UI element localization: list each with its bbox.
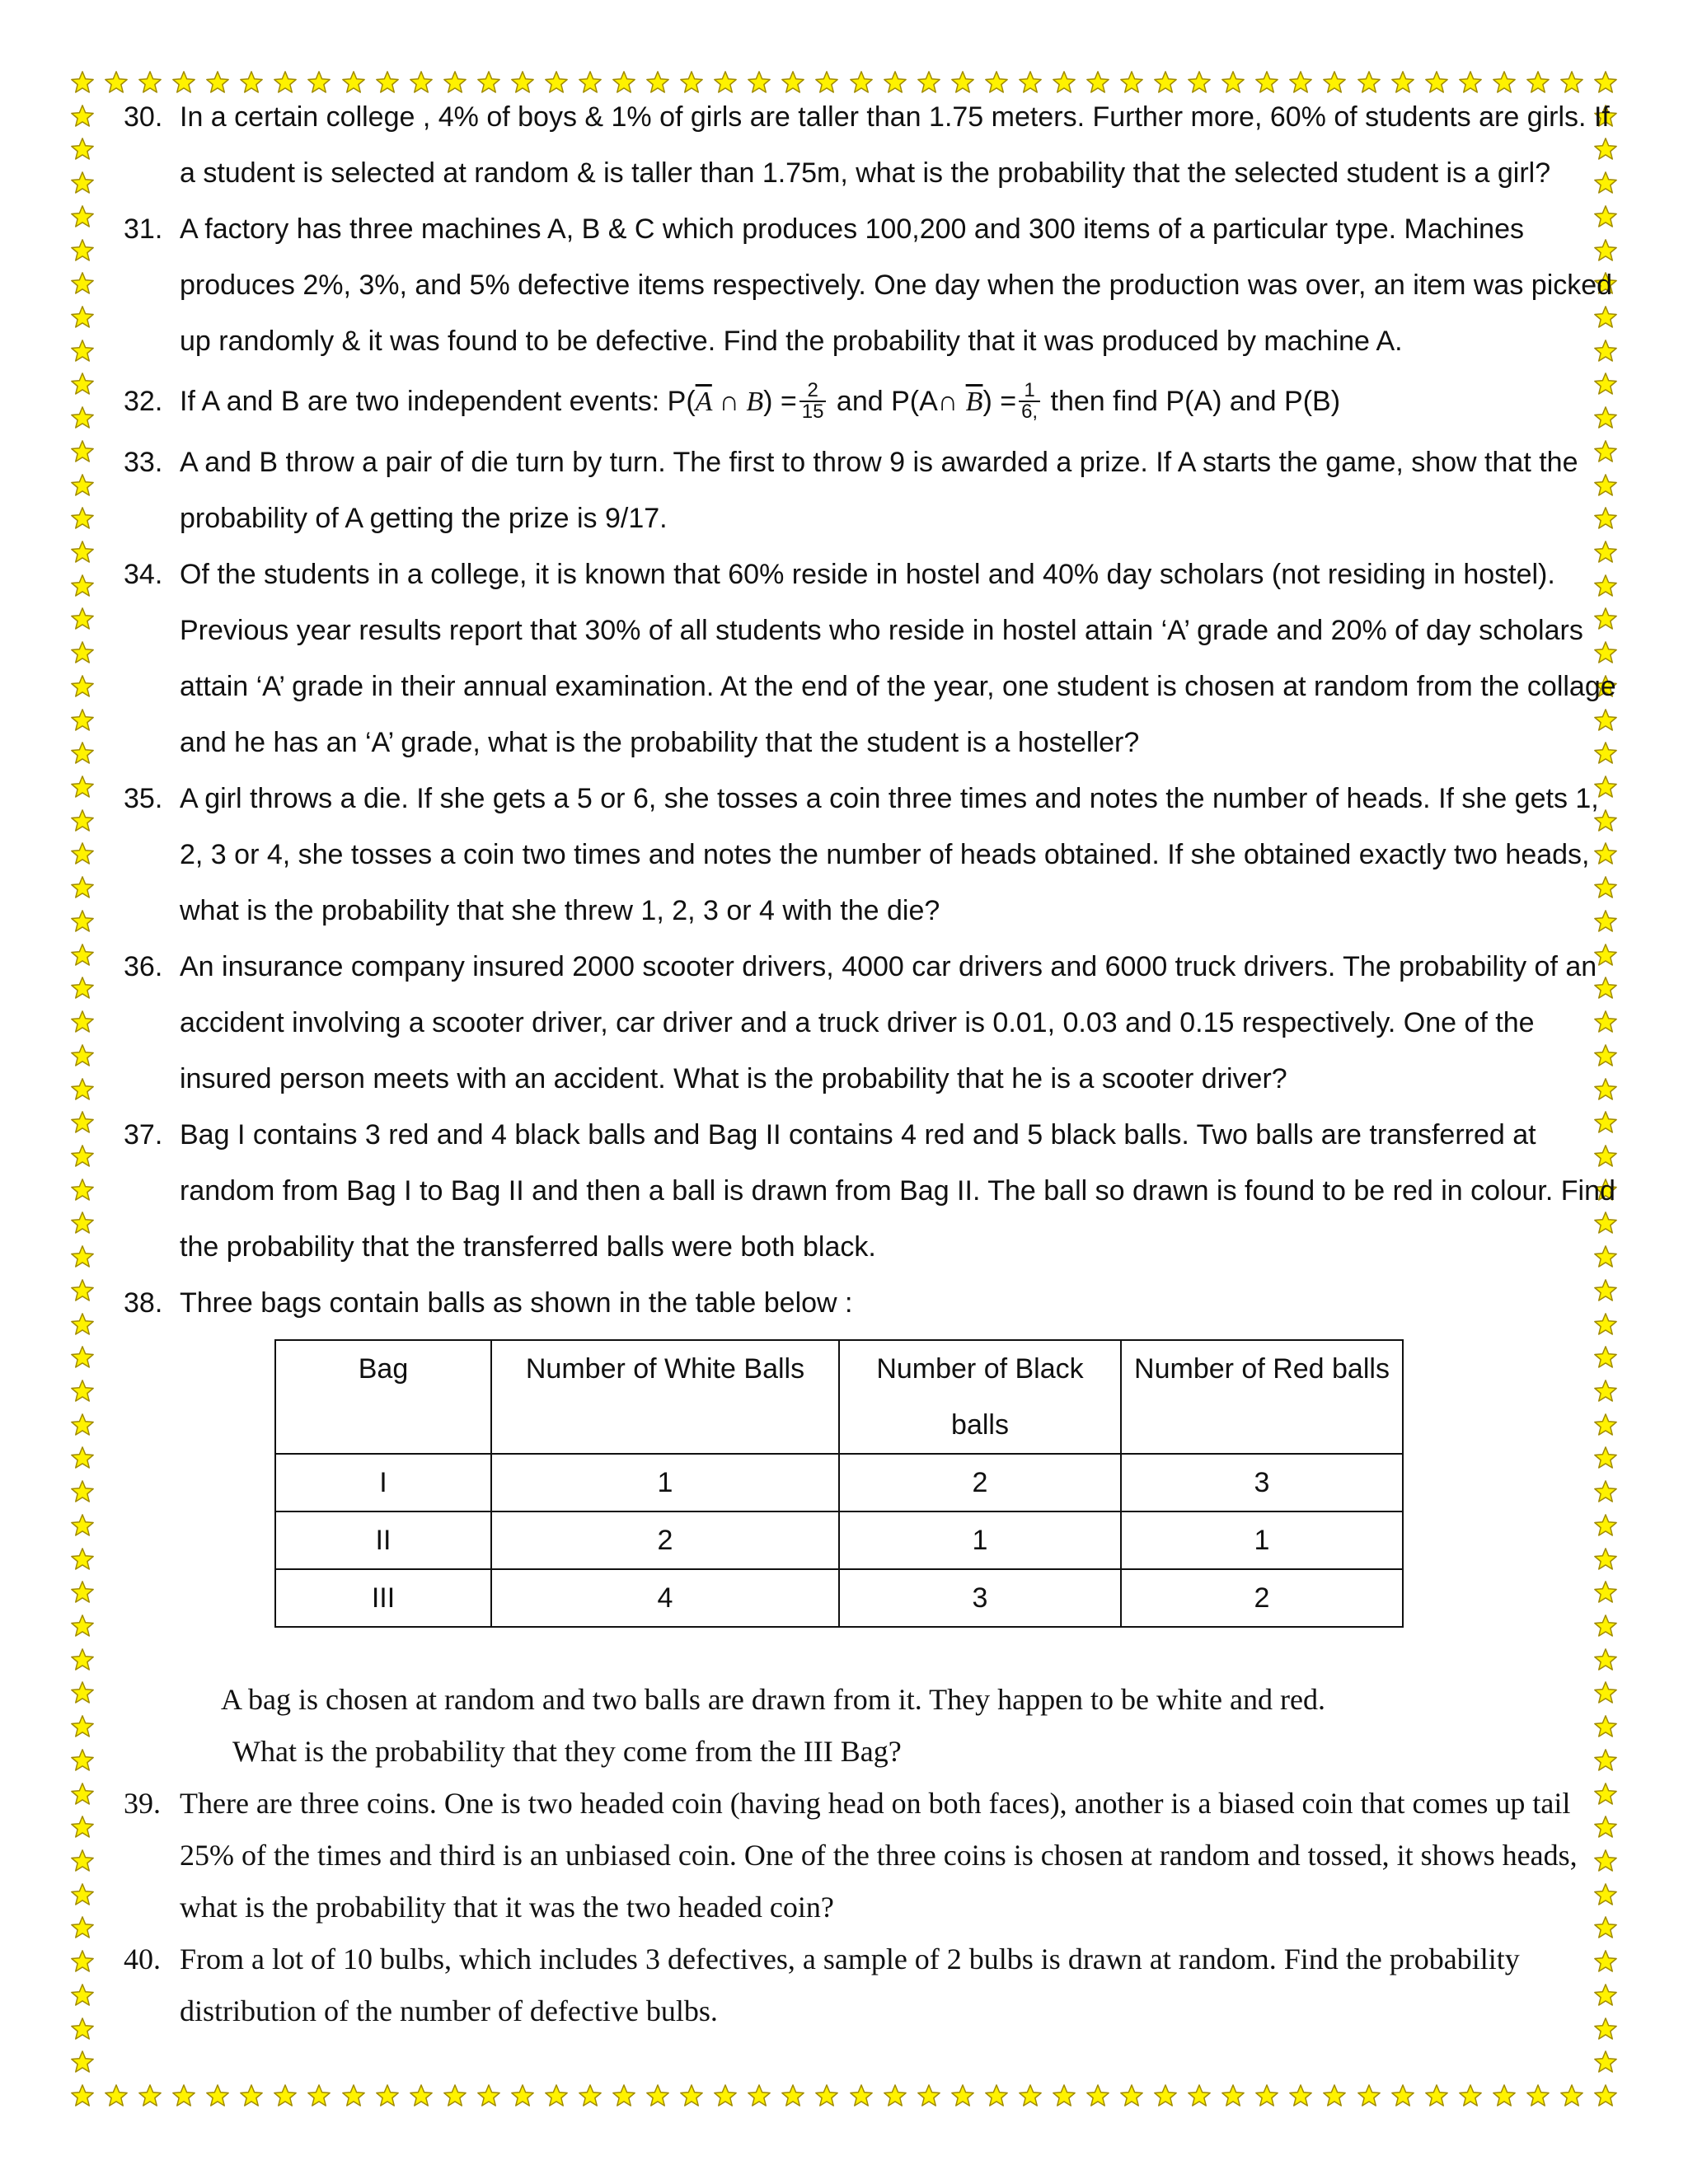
star-icon [138,2083,162,2108]
star-icon [70,708,95,733]
star-icon [950,2083,975,2108]
star-icon [70,1949,95,1974]
star-icon [70,473,95,498]
question-item [124,434,1624,546]
star-icon [70,339,95,363]
star-icon [70,1077,95,1102]
star-icon [70,372,95,396]
table-cell: 1 [839,1511,1121,1569]
question-number: 31. [124,213,163,245]
star-icon [70,1413,95,1437]
star-icon [70,674,95,699]
star-icon [1593,2083,1618,2108]
question-item [124,89,1624,201]
question-number: 35. [124,783,163,814]
question-text: Bag I contains 3 red and 4 black balls and Bag II contains 4 red and 5 black balls. Two balls are transferred at random from Bag I to Bag II and then a ball is drawn from Bag II. The ball so drawn is found to be red in colour. Find the probability that the transferred balls were both black. [180,1119,1615,1263]
star-icon [70,1849,95,1873]
star-icon [1526,2083,1550,2108]
star-icon [70,1345,95,1370]
star-icon [70,204,95,229]
column-header-white: Number of White Balls [491,1340,839,1454]
star-icon [883,2083,907,2108]
star-icon [781,2083,805,2108]
star-icon [1153,2083,1178,2108]
star-icon [70,1379,95,1404]
star-icon [70,1614,95,1638]
question-number: 36. [124,951,163,982]
star-icon [104,2083,129,2108]
star-icon [70,1144,95,1169]
question-number: 37. [124,1119,163,1151]
star-icon [273,2083,298,2108]
question-text: Three bags contain balls as shown in the table below : [180,1287,853,1319]
star-icon [814,2083,839,2108]
star-icon [70,1915,95,1940]
question-text: Of the students in a college, it is known that 60% reside in hostel and 40% day scholars (not residing in hostel). Previous year results report that 30% of all students who reside in hostel attain ‘A’ grade and 20% of day scholars attain ‘A’ grade in their annual examination. At the end of the year, one student is chosen at random from the collage and he has an ‘A’ grade, what is the probability that the student is a hosteller? [180,559,1616,758]
question-item [124,1275,1624,1331]
star-icon [645,2083,670,2108]
star-icon [70,405,95,430]
question-text: A girl throws a die. If she gets a 5 or 6, she tosses a coin three times and notes the number of heads. If she gets 1, 2, 3 or 4, she tosses a coin two times and notes the number of heads obtained. If she obtained exactly two heads, what is the probability that she threw 1, 2, 3 or 4 with the die? [180,783,1599,926]
q38-followup-line2: What is the probability that they come from the III Bag? [232,1735,902,1768]
table-cell: 4 [491,1569,839,1627]
star-icon [70,1110,95,1135]
star-icon [984,2083,1009,2108]
star-icon [70,70,95,95]
question-text: From a lot of 10 bulbs, which includes 3 defectives, a sample of 2 bulbs is drawn at random. Find the probability distribution of the number of defective bulbs. [180,1943,1520,2027]
star-icon [510,2083,535,2108]
question-item [124,201,1624,369]
question-text-prefix: If A and B are two independent events: P( [180,386,696,417]
question-item [124,546,1624,771]
star-icon [70,607,95,631]
star-icon [1288,2083,1313,2108]
question-text: There are three coins. One is two headed coin (having head on both faces), another is a biased coin that comes up tail 25% of the times and third is an unbiased coin. One of the three coins is chosen at random and tossed, it shows heads, what is the probability that it was the two headed coin? [180,1787,1578,1924]
intersection-b: ∩ B [711,387,764,417]
star-icon [70,1479,95,1504]
star-icon [70,1211,95,1235]
star-icon [1322,2083,1347,2108]
star-icon [70,540,95,565]
bag-table [274,1339,1404,1628]
star-icon [239,2083,264,2108]
star-icon [1187,2083,1212,2108]
star-icon [1458,2083,1483,2108]
star-icon [70,1278,95,1303]
star-icon [70,841,95,866]
star-icon [70,1513,95,1538]
table-row [275,1569,1403,1627]
table-cell: 3 [1121,1454,1403,1511]
fraction-one-sixth [1019,381,1040,422]
question-number: 34. [124,559,163,590]
question-text: In a certain college , 4% of boys & 1% of girls are taller than 1.75 meters. Further more, 60% of students are girls. If a student is selected at random & is taller than 1.75m, what is the probability that the selected student is a girl? [180,101,1610,189]
star-icon [1424,2083,1449,2108]
question-item [124,369,1624,434]
star-icon [70,271,95,296]
star-icon [917,2083,941,2108]
question-item [124,1107,1624,1275]
star-icon [713,2083,738,2108]
star-icon [70,137,95,162]
table-cell: I [275,1454,491,1511]
star-icon [70,1680,95,1705]
star-icon [70,741,95,766]
table-cell: 2 [1121,1569,1403,1627]
star-icon [70,1043,95,1068]
table-cell: 1 [1121,1511,1403,1569]
question-item [124,771,1624,939]
star-icon [849,2083,874,2108]
star-icon [70,2083,95,2108]
fraction-denominator: 15 [801,401,824,424]
question-text: A and B throw a pair of die turn by turn. The first to throw 9 is awarded a prize. If A starts the game, show that the probability of A getting the prize is 9/17. [180,447,1578,534]
question-number: 32. [124,386,163,417]
table-row [275,1511,1403,1569]
star-icon [70,305,95,330]
equals-sign: ) = [763,386,797,417]
star-icon [70,574,95,598]
star-icon [70,1983,95,2008]
star-icon [70,238,95,263]
star-icon [1559,2083,1584,2108]
star-icon [70,1815,95,1840]
star-icon [70,640,95,665]
star-icon [70,2050,95,2074]
star-icon [544,2083,569,2108]
star-icon [578,2083,603,2108]
table-header-row [275,1340,1403,1454]
star-icon [1085,2083,1110,2108]
column-header-black: Number of Black balls [839,1340,1121,1454]
fraction-two-fifteenths [799,381,827,422]
star-icon [70,439,95,464]
star-icon [70,1748,95,1773]
table-cell: 2 [839,1454,1121,1511]
star-icon [70,1446,95,1470]
star-icon [341,2083,366,2108]
star-icon [70,1312,95,1337]
star-icon [70,1244,95,1269]
column-header-bag: Bag [275,1340,491,1454]
table-cell: 1 [491,1454,839,1511]
star-icon [70,976,95,1001]
question-sheet [124,89,1624,2037]
table-cell: 3 [839,1569,1121,1627]
star-icon [70,1647,95,1672]
star-icon [171,2083,196,2108]
star-icon [307,2083,331,2108]
star-icon [747,2083,771,2108]
fraction-numerator: 1 [1019,381,1040,402]
star-icon [1492,2083,1517,2108]
star-icon [70,2017,95,2041]
star-icon [375,2083,400,2108]
fraction-numerator: 2 [799,381,827,402]
star-icon [70,1782,95,1807]
question-number: 40. [124,1943,161,1975]
star-icon [612,2083,636,2108]
star-icon [1119,2083,1144,2108]
complement-b: $\overline{B}$ [965,387,983,417]
star-icon [1221,2083,1245,2108]
column-header-red: Number of Red balls [1121,1340,1403,1454]
fraction-denominator: 6, [1021,401,1039,424]
star-icon [1593,2050,1618,2074]
star-icon [443,2083,467,2108]
question-item [124,1778,1624,1933]
question-text-suffix: then find P(A) and P(B) [1043,386,1341,417]
star-icon [1357,2083,1381,2108]
star-icon [1052,2083,1076,2108]
star-icon [70,875,95,900]
star-icon [1254,2083,1279,2108]
question-number: 30. [124,101,163,133]
star-icon [409,2083,434,2108]
q38-followup-line1: A bag is chosen at random and two balls are drawn from it. They happen to be white and red. [221,1683,1325,1716]
table-cell: II [275,1511,491,1569]
star-icon [70,104,95,129]
table-row [275,1454,1403,1511]
star-icon [1018,2083,1043,2108]
star-icon [476,2083,501,2108]
star-icon [70,506,95,531]
complement-a: $\overline{A}$ [695,387,712,417]
question-item [124,939,1624,1107]
star-icon [70,775,95,799]
star-icon [679,2083,704,2108]
question-text: A factory has three machines A, B & C which produces 100,200 and 300 items of a particular type. Machines produces 2%, 3%, and 5% defective items respectively. One day when the production was over, an item was picked up randomly & it was found to be defective. Find the probability that it was produced by machine A. [180,213,1613,357]
star-icon [70,171,95,195]
star-icon [70,808,95,833]
table-cell: 2 [491,1511,839,1569]
question-item [124,1933,1624,2037]
question-number: 38. [124,1287,163,1319]
equals-sign: ) = [982,386,1017,417]
star-icon [70,1010,95,1034]
star-icon [70,1178,95,1202]
star-icon [1390,2083,1415,2108]
star-icon [70,1882,95,1907]
question-text: An insurance company insured 2000 scooter drivers, 4000 car drivers and 6000 truck drivers. The probability of an accident involving a scooter driver, car driver and a truck driver is 0.01, 0.03 and 0.15 respectively. One of the insured person meets with an accident. What is the probability that he is a scooter driver? [180,951,1597,1094]
star-icon [70,909,95,934]
star-icon [70,1547,95,1572]
question-number: 33. [124,447,163,478]
star-icon [70,1580,95,1605]
star-icon [70,943,95,968]
star-icon [205,2083,230,2108]
star-icon [70,1714,95,1739]
question-text-middle: and P(A∩ [828,386,966,417]
table-cell: III [275,1569,491,1627]
question-number: 39. [124,1787,161,1820]
